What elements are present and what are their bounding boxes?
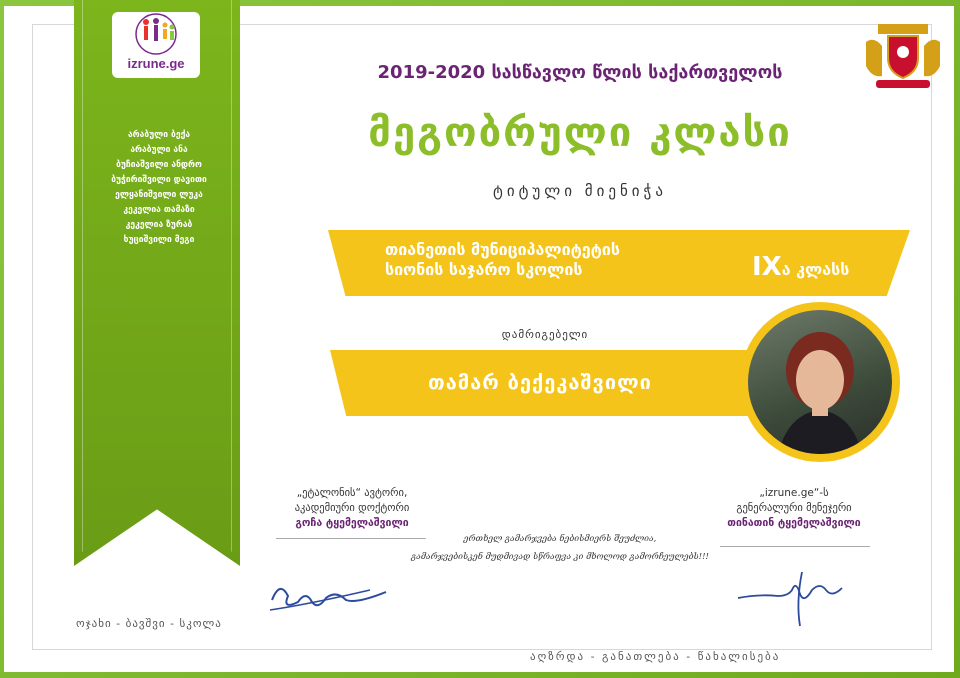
left-signatory-line2: აკადემიური დოქტორი	[294, 502, 410, 514]
student-name: ბუჩიაშვილი ანდრო	[116, 160, 202, 170]
motivational-note	[400, 530, 720, 566]
right-signature-rule	[720, 546, 870, 547]
teacher-label: დამრიგებელი	[501, 328, 589, 341]
award-line: ტიტული მიენიჭა	[493, 182, 667, 200]
student-names-list	[88, 128, 230, 248]
left-signatory-line1: „ეტალონის“ ავტორი,	[296, 487, 408, 499]
student-name: კეკელია ზურაბ	[125, 220, 193, 230]
family-icon	[112, 12, 200, 56]
school-line-2: სიონის საჯარო სკოლის	[385, 260, 583, 279]
left-motto: ოჯახი - ბავშვი - სკოლა	[76, 617, 222, 630]
class-suffix: ა კლასს	[781, 260, 850, 279]
student-name: კეკელია თამაზი	[123, 205, 195, 215]
student-name: ბუჭირიშვილი დავითი	[111, 175, 207, 185]
portrait-icon	[748, 310, 892, 454]
right-signatory-name: თინათინ ტყემელაშვილი	[727, 517, 861, 529]
teacher-name: თამარ ბექეკაშვილი	[428, 370, 652, 394]
footer-motto: აღზრდა - განათლება - წახალისება	[530, 650, 781, 663]
certificate-title: მეგობრული კლასი	[368, 110, 792, 156]
left-signatory	[262, 486, 442, 531]
right-signatory	[704, 486, 884, 531]
teacher-photo	[748, 310, 892, 454]
student-name: ელყანიშვილი ლუკა	[115, 190, 203, 200]
left-ribbon-border	[82, 0, 232, 552]
note-line-1: ერთხელ გამარჯვება ნებისმიერს შეუძლია,	[463, 534, 657, 544]
left-signature-scribble	[262, 570, 402, 618]
izrune-logo	[112, 12, 200, 78]
right-signatory-line2: გენერალური მენეჯერი	[736, 502, 852, 514]
logo-text: izrune.ge	[127, 56, 185, 71]
year-heading: 2019-2020 სასწავლო წლის საქართველოს	[377, 62, 783, 83]
student-name: ხუციშვილი მეგი	[123, 235, 195, 245]
school-line-1: თიანეთის მუნიციპალიტეტის	[385, 240, 620, 259]
student-name: არაბული ბექა	[127, 130, 191, 140]
class-label	[752, 252, 849, 282]
class-number: IX	[752, 252, 782, 282]
georgia-coat-of-arms-icon	[858, 22, 948, 92]
left-signatory-name: გოჩა ტყემელაშვილი	[295, 517, 409, 529]
right-signature-scribble	[730, 568, 850, 628]
right-signatory-line1: „izrune.ge“-ს	[759, 487, 829, 499]
school-name	[385, 240, 735, 280]
note-line-2: გამარჯვებისკენ მუდმივად სწრაფვა კი მხოლოდ გამორჩეულებს!!!	[411, 552, 709, 562]
student-name: არაბული ანა	[130, 145, 188, 155]
